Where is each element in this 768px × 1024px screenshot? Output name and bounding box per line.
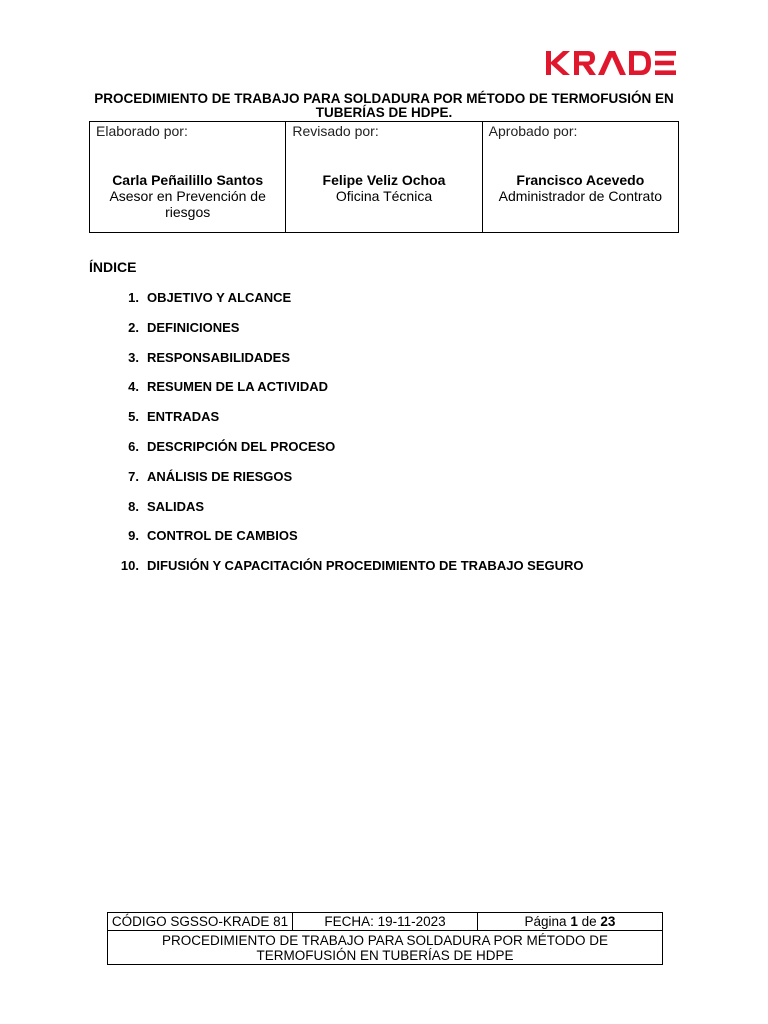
index-item: [0, 439, 768, 469]
reviewed-by-cell: [286, 122, 482, 233]
index-item-number: 7.: [128, 468, 139, 484]
index-heading: ÍNDICE: [89, 259, 137, 275]
prepared-by-cell: [90, 122, 286, 233]
reviewed-by-name: Felipe Veliz Ochoa: [322, 172, 446, 188]
index-item-text: OBJETIVO Y ALCANCE: [147, 290, 292, 305]
index-item-text: RESPONSABILIDADES: [147, 349, 291, 365]
index-item-text: CONTROL DE CAMBIOS: [147, 528, 298, 544]
index-item-number: 8.: [128, 498, 139, 514]
index-item-text: SALIDAS: [147, 498, 205, 514]
approved-by-name: Francisco Acevedo: [516, 172, 645, 188]
index-item-number: 10.: [120, 558, 139, 574]
krade-logo: [545, 48, 677, 78]
page-total: 23: [600, 914, 616, 929]
approved-by-body: [483, 172, 678, 204]
footer-title-row: [108, 931, 663, 965]
index-item: [0, 350, 768, 380]
approved-by-label: Aprobado por:: [488, 123, 578, 139]
approval-row: [90, 122, 679, 233]
footer-table: [107, 912, 663, 965]
index-item-number: 1.: [128, 290, 139, 305]
prepared-by-role: Asesor en Prevención de riesgos: [109, 188, 266, 220]
index-item: [0, 379, 768, 409]
approved-by-role: Administrador de Contrato: [498, 188, 663, 204]
index-item: [0, 409, 768, 439]
prepared-by-body: [90, 172, 285, 220]
index-item: [0, 528, 768, 558]
index-item-number: 4.: [128, 379, 139, 395]
index-item-text: DIFUSIÓN Y CAPACITACIÓN PROCEDIMIENTO DE TRABAJO SEGURO: [147, 558, 584, 574]
document-title: PROCEDIMIENTO DE TRABAJO PARA SOLDADURA POR MÉTODO DE TERMOFUSIÓN EN TUBERÍAS DE HDPE.: [94, 91, 674, 120]
reviewed-by-role: Oficina Técnica: [335, 188, 433, 204]
index-item-text: ENTRADAS: [147, 409, 220, 425]
index-item-number: 5.: [128, 409, 139, 425]
document-date: FECHA: 19-11-2023: [293, 913, 478, 931]
index-item-number: 6.: [128, 438, 139, 454]
page-prefix: Página: [524, 914, 567, 929]
index-item-text: DEFINICIONES: [147, 319, 240, 335]
approved-by-cell: [482, 122, 678, 233]
approval-table: [89, 121, 679, 233]
index-item-text: DESCRIPCIÓN DEL PROCESO: [147, 438, 336, 454]
index-item-number: 3.: [128, 349, 139, 365]
index-item: [0, 499, 768, 529]
index-item-text: ANÁLISIS DE RIESGOS: [147, 468, 293, 484]
index-item-number: 9.: [128, 528, 139, 544]
index-item-text: RESUMEN DE LA ACTIVIDAD: [147, 379, 329, 395]
page-separator: de: [581, 914, 597, 929]
page-number: [478, 913, 663, 931]
index-item: [0, 320, 768, 350]
index-item: [0, 469, 768, 499]
prepared-by-label: Elaborado por:: [96, 123, 188, 139]
reviewed-by-label: Revisado por:: [292, 123, 379, 139]
footer-title: PROCEDIMIENTO DE TRABAJO PARA SOLDADURA POR MÉTODO DE TERMOFUSIÓN EN TUBERÍAS DE HDPE: [108, 931, 663, 965]
index-list: [0, 290, 768, 588]
page-current: 1: [570, 914, 578, 929]
document-code: CÓDIGO SGSSO-KRADE 81: [108, 913, 293, 931]
prepared-by-name: Carla Peñailillo Santos: [112, 172, 264, 188]
reviewed-by-body: [286, 172, 481, 204]
index-item: [0, 290, 768, 320]
index-item-number: 2.: [128, 319, 139, 335]
footer-meta-row: [108, 913, 663, 931]
index-item: [0, 558, 768, 588]
